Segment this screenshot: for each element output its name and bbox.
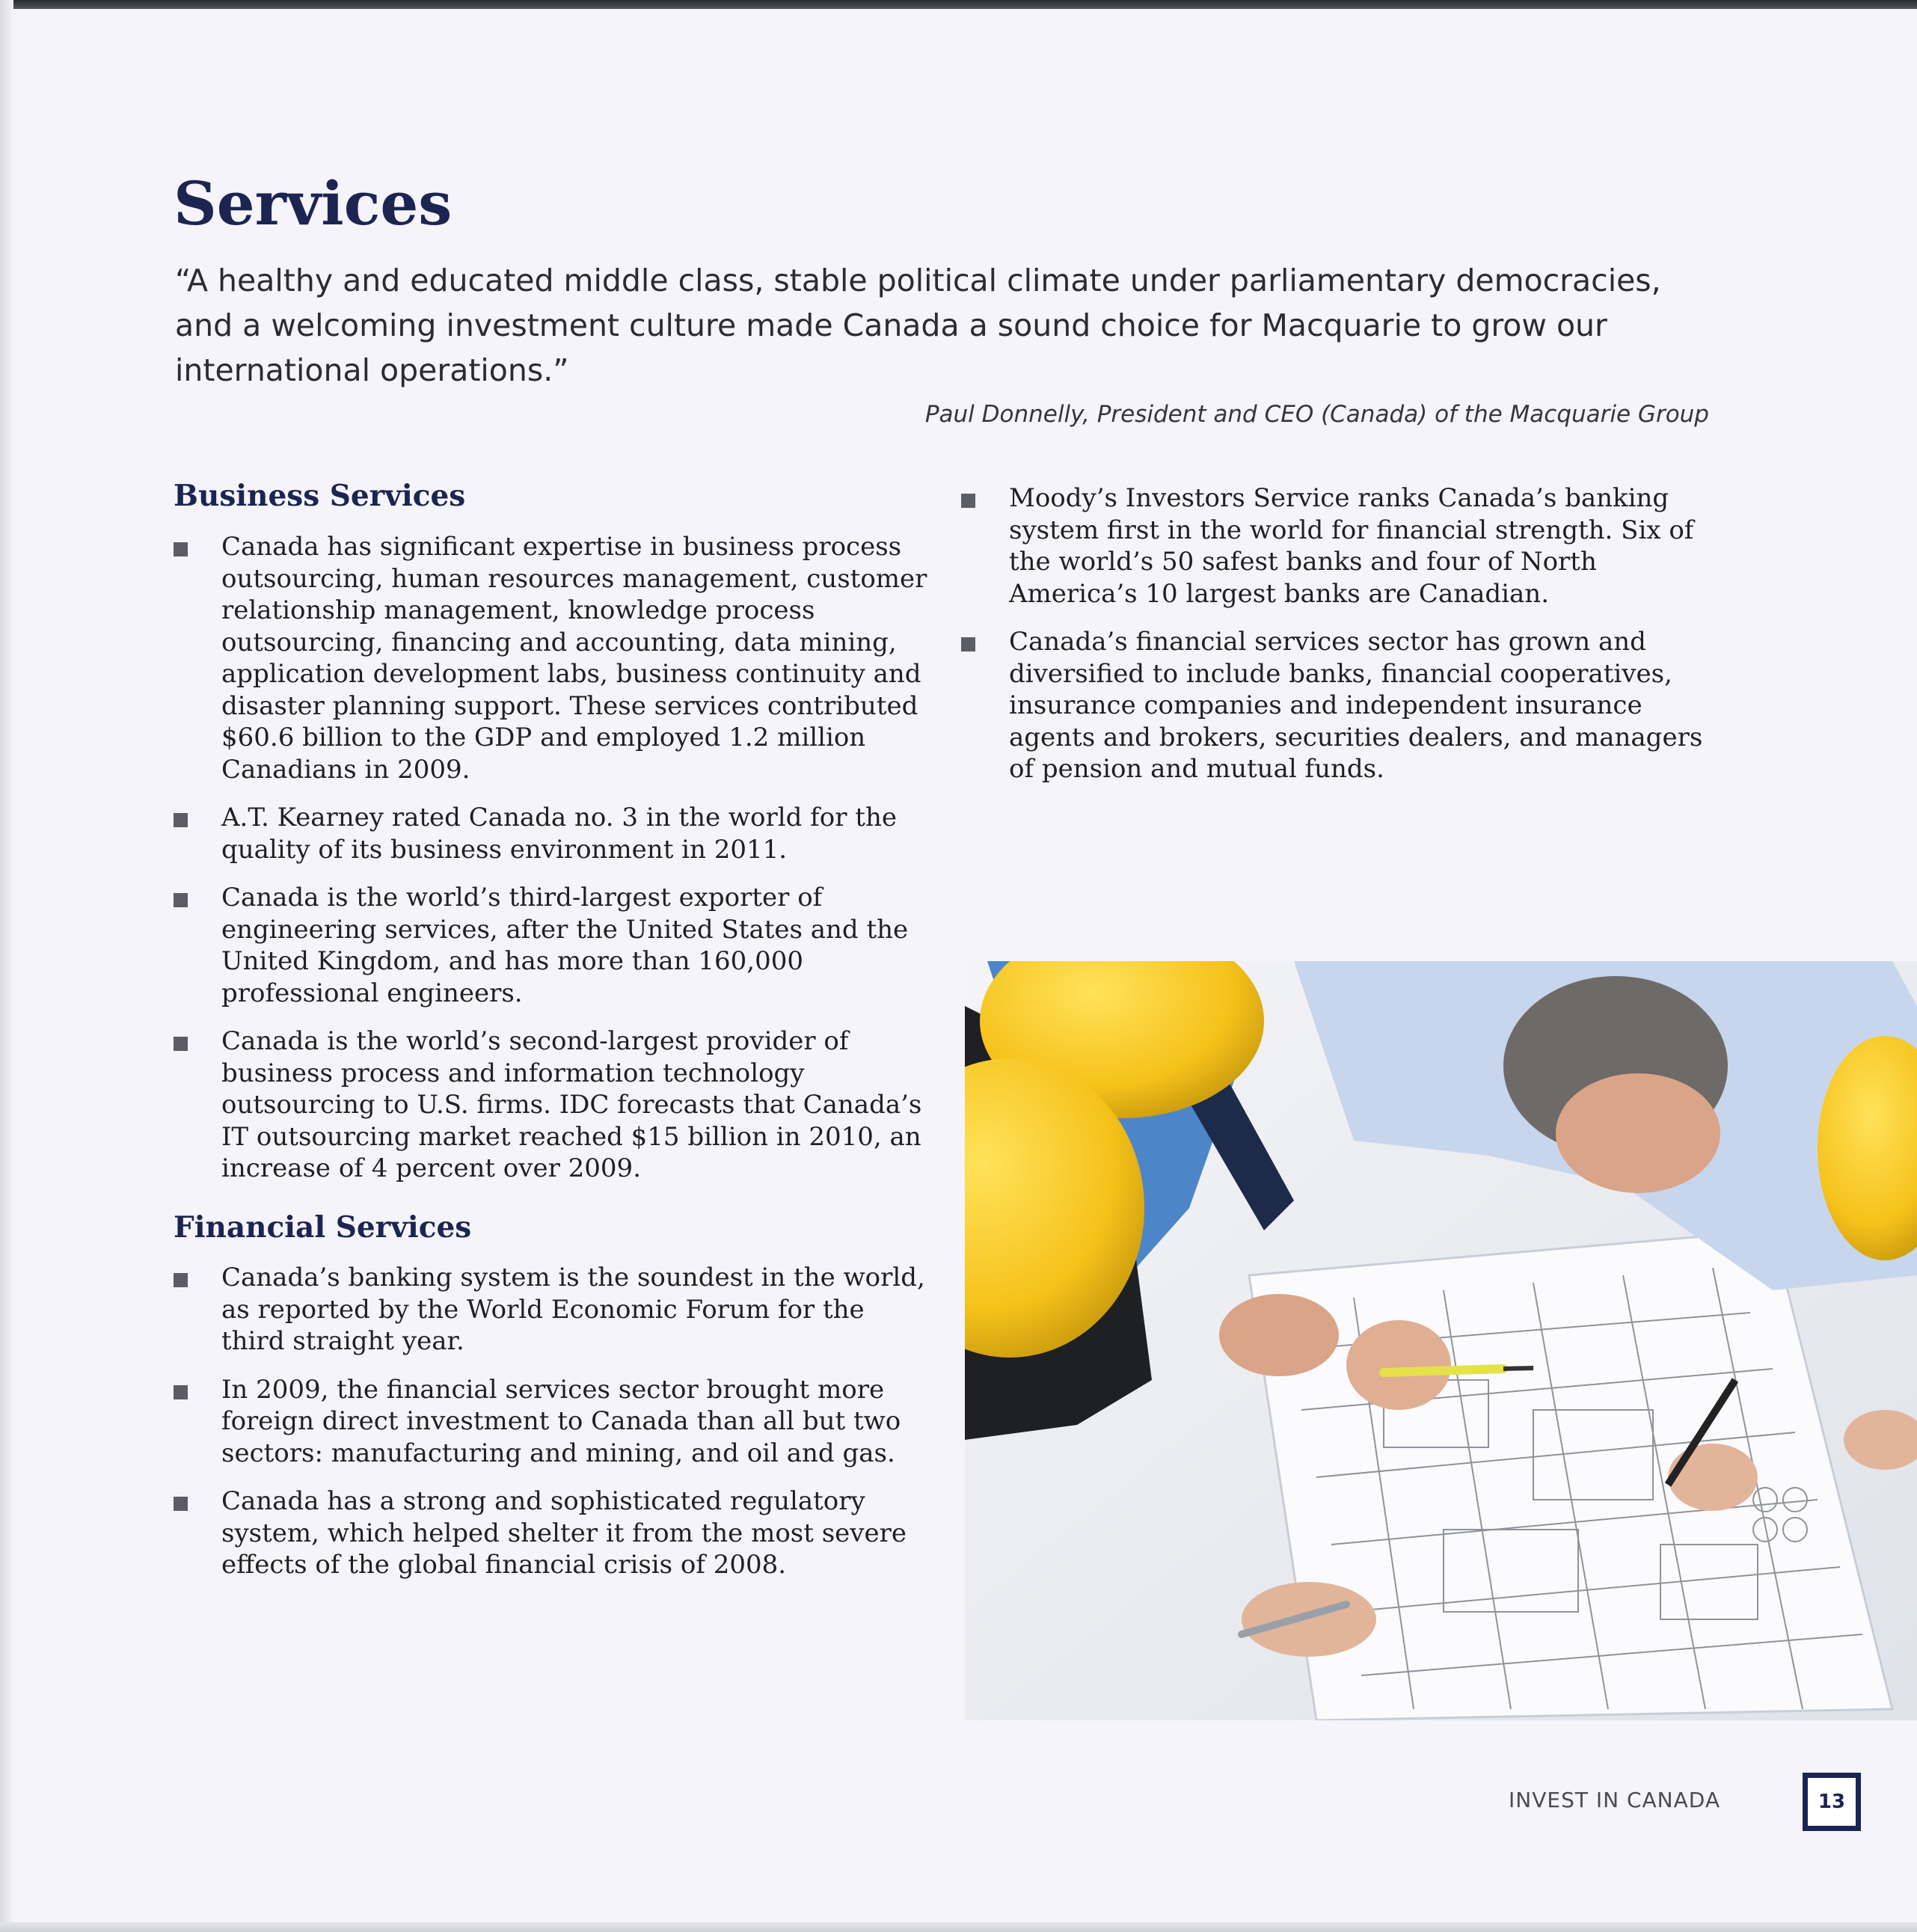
list-item: Canada has a strong and sophisticated regulatory system, which helped shelter it from the most severe effects of the global financial crisis of 2008. xyxy=(174,1485,933,1581)
financial-services-heading: Financial Services xyxy=(174,1210,472,1245)
list-item: Moody’s Investors Service ranks Canada’s banking system first in the world for financial strength. Six of the world’s 50 safest banks and four of North America’s 10 largest banks are Canadian. xyxy=(961,482,1724,610)
list-item: In 2009, the financial services sector brought more foreign direct investment to Canada than all but two sectors: manufacturing and mining, and oil and gas. xyxy=(174,1374,933,1470)
page-top-edge xyxy=(0,0,1917,9)
list-item: Canada’s financial services sector has grown and diversified to include banks, financial cooperatives, insurance companies and independent insurance agents and brokers, securities dealers, and managers of pension and mutual funds. xyxy=(961,626,1724,785)
engineers-blueprint-photo xyxy=(965,961,1917,1720)
list-item: Canada is the world’s second-largest provider of business process and information technology outsourcing to U.S. firms. IDC forecasts that Canada’s IT outsourcing market reached $15 billion in 2010, an increase of 4 percent over 2009. xyxy=(174,1025,933,1185)
page-title: Services xyxy=(174,168,453,239)
list-item: Canada has significant expertise in business process outsourcing, human resources management, customer relationship management, knowledge process outsourcing, financing and accounting, data mining, application development labs, business continuity and disaster planning support. These services contributed $60.6 billion to the GDP and employed 1.2 million Canadians in 2009. xyxy=(174,531,933,785)
bullet-square-icon xyxy=(174,813,188,827)
bullet-square-icon xyxy=(174,1037,188,1051)
list-item: Canada is the world’s third-largest exporter of engineering services, after the United States and the United Kingdom, and has more than 160,000 professional engineers. xyxy=(174,882,933,1009)
list-item: A.T. Kearney rated Canada no. 3 in the world for the quality of its business environment in 2011. xyxy=(174,802,933,865)
bullet-square-icon xyxy=(961,494,975,508)
bullet-square-icon xyxy=(174,893,188,907)
bullet-square-icon xyxy=(961,637,975,651)
business-services-list xyxy=(174,531,933,1201)
bullet-square-icon xyxy=(174,1273,188,1287)
financial-services-list xyxy=(174,1262,933,1598)
list-item: Canada’s banking system is the soundest in the world, as reported by the World Economic Forum for the third straight year. xyxy=(174,1262,933,1358)
bullet-square-icon xyxy=(174,1497,188,1511)
right-column-list xyxy=(961,482,1724,802)
bullet-square-icon xyxy=(174,542,188,556)
bullet-square-icon xyxy=(174,1385,188,1399)
business-services-heading: Business Services xyxy=(174,479,466,513)
page-fold-shadow xyxy=(0,0,13,1932)
page-bottom-edge xyxy=(0,1922,1917,1932)
pull-quote: “A healthy and educated middle class, stable political climate under parliamentary democracies, and a welcoming investment culture made Canada a sound choice for Macquarie to grow our international operations.” xyxy=(175,263,1661,388)
page-number: 13 xyxy=(1803,1773,1861,1831)
photo-illustration xyxy=(965,961,1917,1720)
quote-attribution: Paul Donnelly, President and CEO (Canada) of the Macquarie Group xyxy=(924,401,1709,428)
publication-label: INVEST IN CANADA xyxy=(1509,1788,1720,1812)
